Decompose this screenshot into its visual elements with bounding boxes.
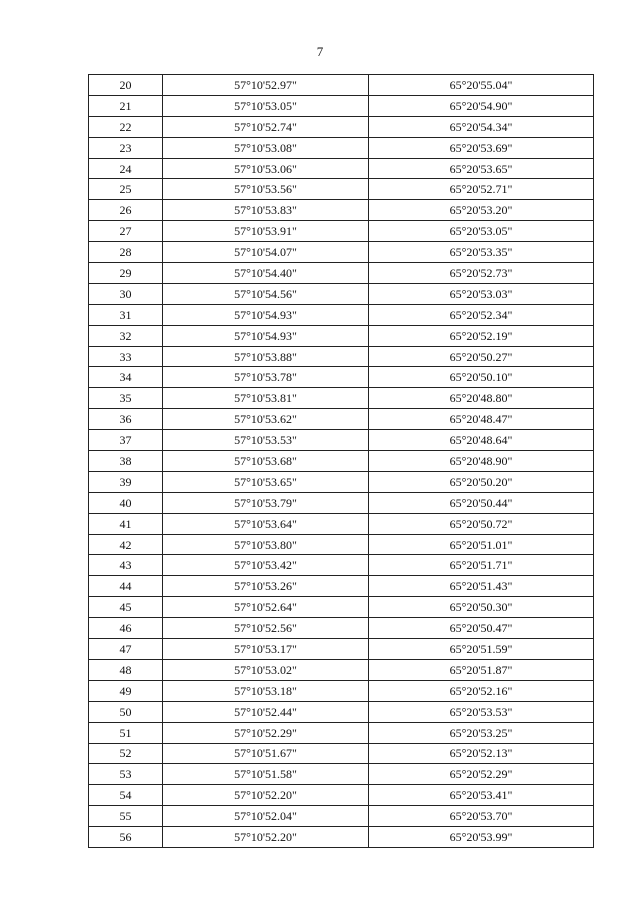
point-number-cell: 40	[89, 492, 163, 513]
longitude-cell: 65°20'50.20"	[369, 471, 594, 492]
latitude-cell: 57°10'53.26"	[163, 576, 369, 597]
table-row	[89, 116, 594, 137]
latitude-cell: 57°10'53.91"	[163, 221, 369, 242]
longitude-cell: 65°20'53.03"	[369, 283, 594, 304]
latitude-cell: 57°10'53.68"	[163, 451, 369, 472]
longitude-cell: 65°20'53.41"	[369, 785, 594, 806]
longitude-cell: 65°20'53.70"	[369, 806, 594, 827]
longitude-cell: 65°20'53.35"	[369, 242, 594, 263]
latitude-cell: 57°10'53.18"	[163, 680, 369, 701]
point-number-cell: 43	[89, 555, 163, 576]
longitude-cell: 65°20'51.43"	[369, 576, 594, 597]
table-row	[89, 367, 594, 388]
table-row	[89, 304, 594, 325]
longitude-cell: 65°20'55.04"	[369, 75, 594, 96]
table-row	[89, 722, 594, 743]
longitude-cell: 65°20'51.01"	[369, 534, 594, 555]
latitude-cell: 57°10'54.07"	[163, 242, 369, 263]
coordinates-table	[88, 74, 594, 848]
point-number-cell: 49	[89, 680, 163, 701]
longitude-cell: 65°20'54.34"	[369, 116, 594, 137]
longitude-cell: 65°20'52.16"	[369, 680, 594, 701]
longitude-cell: 65°20'51.87"	[369, 659, 594, 680]
table-row	[89, 325, 594, 346]
latitude-cell: 57°10'53.53"	[163, 430, 369, 451]
point-number-cell: 21	[89, 95, 163, 116]
latitude-cell: 57°10'52.20"	[163, 827, 369, 848]
table-row	[89, 179, 594, 200]
latitude-cell: 57°10'53.78"	[163, 367, 369, 388]
table-row	[89, 137, 594, 158]
latitude-cell: 57°10'54.93"	[163, 325, 369, 346]
latitude-cell: 57°10'53.79"	[163, 492, 369, 513]
longitude-cell: 65°20'53.99"	[369, 827, 594, 848]
longitude-cell: 65°20'53.53"	[369, 701, 594, 722]
table-row	[89, 388, 594, 409]
latitude-cell: 57°10'53.81"	[163, 388, 369, 409]
point-number-cell: 44	[89, 576, 163, 597]
point-number-cell: 37	[89, 430, 163, 451]
table-row	[89, 221, 594, 242]
longitude-cell: 65°20'50.72"	[369, 513, 594, 534]
latitude-cell: 57°10'54.40"	[163, 263, 369, 284]
latitude-cell: 57°10'53.62"	[163, 409, 369, 430]
longitude-cell: 65°20'50.10"	[369, 367, 594, 388]
longitude-cell: 65°20'52.13"	[369, 743, 594, 764]
latitude-cell: 57°10'54.56"	[163, 283, 369, 304]
point-number-cell: 20	[89, 75, 163, 96]
table-row	[89, 242, 594, 263]
latitude-cell: 57°10'53.17"	[163, 639, 369, 660]
table-row	[89, 555, 594, 576]
point-number-cell: 47	[89, 639, 163, 660]
longitude-cell: 65°20'52.19"	[369, 325, 594, 346]
table-row	[89, 534, 594, 555]
point-number-cell: 41	[89, 513, 163, 534]
latitude-cell: 57°10'52.20"	[163, 785, 369, 806]
table-row	[89, 346, 594, 367]
longitude-cell: 65°20'50.44"	[369, 492, 594, 513]
latitude-cell: 57°10'52.64"	[163, 597, 369, 618]
point-number-cell: 23	[89, 137, 163, 158]
point-number-cell: 38	[89, 451, 163, 472]
longitude-cell: 65°20'54.90"	[369, 95, 594, 116]
longitude-cell: 65°20'48.47"	[369, 409, 594, 430]
table-row	[89, 75, 594, 96]
point-number-cell: 55	[89, 806, 163, 827]
table-row	[89, 743, 594, 764]
longitude-cell: 65°20'52.73"	[369, 263, 594, 284]
point-number-cell: 31	[89, 304, 163, 325]
latitude-cell: 57°10'53.83"	[163, 200, 369, 221]
point-number-cell: 27	[89, 221, 163, 242]
longitude-cell: 65°20'48.90"	[369, 451, 594, 472]
table-row	[89, 639, 594, 660]
latitude-cell: 57°10'52.74"	[163, 116, 369, 137]
table-row	[89, 283, 594, 304]
longitude-cell: 65°20'50.47"	[369, 618, 594, 639]
point-number-cell: 35	[89, 388, 163, 409]
point-number-cell: 39	[89, 471, 163, 492]
table-row	[89, 576, 594, 597]
table-row	[89, 158, 594, 179]
table-row	[89, 513, 594, 534]
latitude-cell: 57°10'51.67"	[163, 743, 369, 764]
point-number-cell: 24	[89, 158, 163, 179]
latitude-cell: 57°10'51.58"	[163, 764, 369, 785]
latitude-cell: 57°10'53.42"	[163, 555, 369, 576]
point-number-cell: 54	[89, 785, 163, 806]
latitude-cell: 57°10'53.06"	[163, 158, 369, 179]
point-number-cell: 50	[89, 701, 163, 722]
table-row	[89, 263, 594, 284]
point-number-cell: 51	[89, 722, 163, 743]
latitude-cell: 57°10'53.65"	[163, 471, 369, 492]
longitude-cell: 65°20'48.80"	[369, 388, 594, 409]
longitude-cell: 65°20'53.05"	[369, 221, 594, 242]
table-row	[89, 764, 594, 785]
table-row	[89, 701, 594, 722]
point-number-cell: 34	[89, 367, 163, 388]
latitude-cell: 57°10'53.64"	[163, 513, 369, 534]
point-number-cell: 32	[89, 325, 163, 346]
latitude-cell: 57°10'52.97"	[163, 75, 369, 96]
longitude-cell: 65°20'51.59"	[369, 639, 594, 660]
longitude-cell: 65°20'53.20"	[369, 200, 594, 221]
point-number-cell: 30	[89, 283, 163, 304]
longitude-cell: 65°20'52.34"	[369, 304, 594, 325]
table-row	[89, 597, 594, 618]
table-row	[89, 618, 594, 639]
table-row	[89, 200, 594, 221]
point-number-cell: 28	[89, 242, 163, 263]
longitude-cell: 65°20'50.30"	[369, 597, 594, 618]
table-row	[89, 471, 594, 492]
table-row	[89, 95, 594, 116]
longitude-cell: 65°20'52.71"	[369, 179, 594, 200]
latitude-cell: 57°10'53.80"	[163, 534, 369, 555]
latitude-cell: 57°10'52.29"	[163, 722, 369, 743]
latitude-cell: 57°10'53.56"	[163, 179, 369, 200]
point-number-cell: 22	[89, 116, 163, 137]
table-row	[89, 451, 594, 472]
longitude-cell: 65°20'53.69"	[369, 137, 594, 158]
latitude-cell: 57°10'54.93"	[163, 304, 369, 325]
coordinates-table-body	[89, 75, 594, 848]
table-row	[89, 827, 594, 848]
longitude-cell: 65°20'50.27"	[369, 346, 594, 367]
table-row	[89, 492, 594, 513]
point-number-cell: 42	[89, 534, 163, 555]
point-number-cell: 53	[89, 764, 163, 785]
latitude-cell: 57°10'52.56"	[163, 618, 369, 639]
page-number: 7	[316, 44, 324, 59]
latitude-cell: 57°10'53.05"	[163, 95, 369, 116]
longitude-cell: 65°20'53.25"	[369, 722, 594, 743]
latitude-cell: 57°10'52.04"	[163, 806, 369, 827]
point-number-cell: 45	[89, 597, 163, 618]
point-number-cell: 52	[89, 743, 163, 764]
longitude-cell: 65°20'53.65"	[369, 158, 594, 179]
longitude-cell: 65°20'52.29"	[369, 764, 594, 785]
point-number-cell: 36	[89, 409, 163, 430]
longitude-cell: 65°20'51.71"	[369, 555, 594, 576]
table-row	[89, 430, 594, 451]
latitude-cell: 57°10'53.02"	[163, 659, 369, 680]
latitude-cell: 57°10'53.08"	[163, 137, 369, 158]
table-row	[89, 785, 594, 806]
point-number-cell: 33	[89, 346, 163, 367]
table-row	[89, 806, 594, 827]
point-number-cell: 29	[89, 263, 163, 284]
table-row	[89, 659, 594, 680]
point-number-cell: 56	[89, 827, 163, 848]
point-number-cell: 46	[89, 618, 163, 639]
point-number-cell: 26	[89, 200, 163, 221]
latitude-cell: 57°10'53.88"	[163, 346, 369, 367]
latitude-cell: 57°10'52.44"	[163, 701, 369, 722]
table-row	[89, 409, 594, 430]
table-row	[89, 680, 594, 701]
longitude-cell: 65°20'48.64"	[369, 430, 594, 451]
point-number-cell: 48	[89, 659, 163, 680]
point-number-cell: 25	[89, 179, 163, 200]
